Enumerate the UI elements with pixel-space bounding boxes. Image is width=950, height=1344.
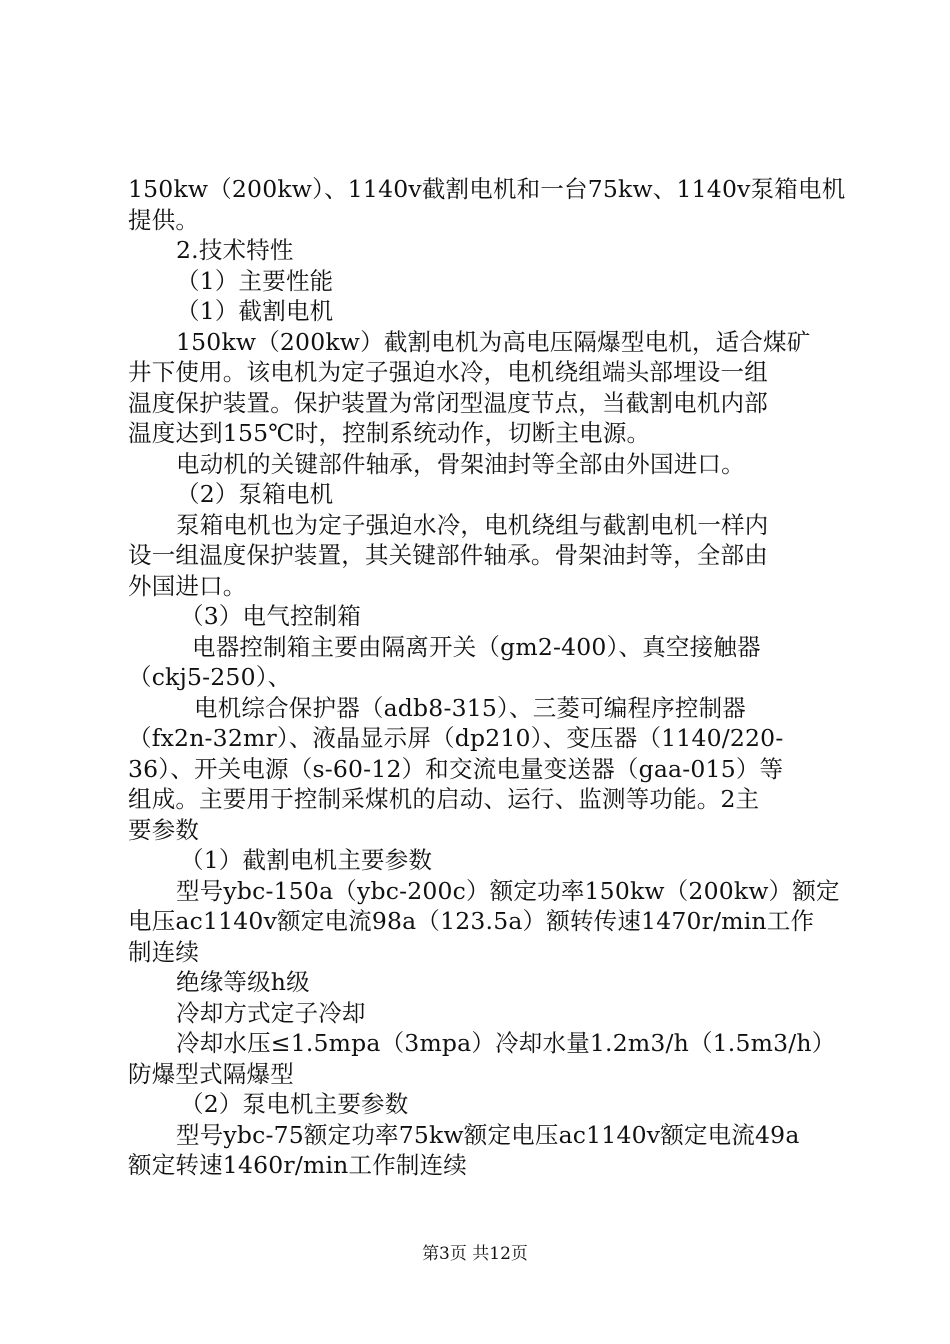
paragraph-pump-motor-line-2: 设一组温度保护装置，其关键部件轴承。骨架油封等，全部由 [128,541,768,569]
paragraph-cooling-method: 冷却方式定子冷却 [176,998,366,1027]
paragraph-cutting-motor-line-4: 温度达到155℃时，控制系统动作，切断主电源。 [128,419,651,447]
paragraph-pump-params-line-2: 额定转速1460r/min工作制连续 [128,1151,467,1179]
paragraph-cutting-params-line-2: 电压ac1140v额定电流98a（123.5a）额转传速1470r/min工作 [128,907,815,935]
paragraph-control-box-line-3: 电机综合保护器（adb8-315）、三菱可编程序控制器 [194,693,746,722]
page-number-footer: 第3页 共12页 [422,1244,528,1264]
document-body [128,174,846,1181]
paragraph-imported-parts: 电动机的关键部件轴承，骨架油封等全部由外国进口。 [176,449,745,478]
paragraph-control-box-line-2: （ckj5-250）、 [128,663,292,691]
subheading-cutting-motor: （1）截割电机 [176,297,334,325]
paragraph-cutting-params-line-3: 制连续 [128,937,200,966]
paragraph-cutting-motor-line-1: 150kw（200kw）截割电机为高电压隔爆型电机，适合煤矿 [176,327,811,356]
text-line-1: 150kw（200kw）、1140v截割电机和一台75kw、1140v泵箱电机 [128,175,846,203]
paragraph-control-box-line-1: 电器控制箱主要由隔离开关（gm2-400）、真空接触器 [192,632,761,661]
paragraph-control-box-line-6: 组成。主要用于控制采煤机的启动、运行、监测等功能。2主 [128,785,760,813]
subheading-cutting-motor-params: （1）截割电机主要参数 [180,846,433,874]
paragraph-pump-params-line-1: 型号ybc-75额定功率75kw额定电压ac1140v额定电流49a [176,1120,800,1149]
paragraph-control-box-line-4: （fx2n-32mr）、液晶显示屏（dp210）、变压器（1140/220- [128,724,784,752]
paragraph-pump-motor-line-1: 泵箱电机也为定子强迫水冷，电机绕组与截割电机一样内 [176,510,769,539]
paragraph-cutting-params-line-1: 型号ybc-150a（ybc-200c）额定功率150kw（200kw）额定 [176,876,840,905]
paragraph-pump-motor-line-3: 外国进口。 [128,571,247,600]
subheading-pump-motor-params: （2）泵电机主要参数 [180,1090,409,1118]
paragraph-control-box-line-5: 36）、开关电源（s-60-12）和交流电量变送器（gaa-015）等 [128,754,784,783]
paragraph-cutting-motor-line-3: 温度保护装置。保护装置为常闭型温度节点，当截割电机内部 [128,388,768,417]
paragraph-insulation-class: 绝缘等级h级 [176,968,310,996]
paragraph-control-box-line-7: 要参数 [128,815,200,844]
section-heading-tech-specs: 2.技术特性 [176,236,294,264]
paragraph-cutting-motor-line-2: 井下使用。该电机为定子强迫水冷，电机绕组端头部埋设一组 [128,358,768,386]
paragraph-explosion-proof-type: 防爆型式隔爆型 [128,1059,294,1088]
subheading-electrical-control-box: （3）电气控制箱 [180,602,362,630]
paragraph-cooling-pressure: 冷却水压≤1.5mpa（3mpa）冷却水量1.2m3/h（1.5m3/h） [176,1029,836,1057]
text-line-2: 提供。 [128,205,200,234]
subheading-main-performance: （1）主要性能 [176,266,334,295]
subheading-pump-motor: （2）泵箱电机 [176,480,334,508]
